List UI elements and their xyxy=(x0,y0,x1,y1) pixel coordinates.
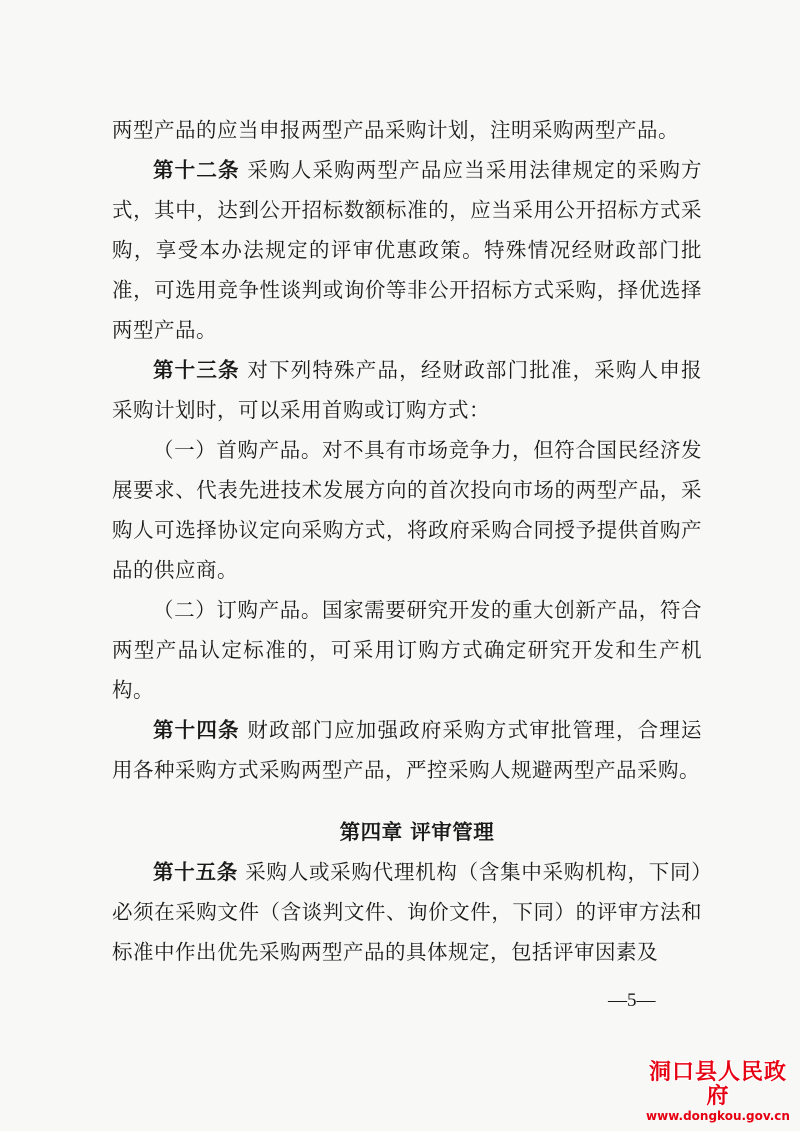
article-15 xyxy=(112,852,702,972)
paragraph-text: 两型产品的应当申报两型产品采购计划，注明采购两型产品。 xyxy=(112,118,679,142)
paragraph-text: 采购人或采购代理机构（含集中采购机构，下同）必须在采购文件（含谈判文件、询价文件，下同）的评审方法和标准中作出优先采购两型产品的具体规定，包括评审因素及 xyxy=(112,860,703,964)
clause-order-purchase xyxy=(112,590,702,710)
watermark-url: www.dongkou.gov.cn xyxy=(646,1109,790,1123)
article-heading: 第十四条 xyxy=(153,718,240,742)
paragraph-text: （一）首购产品。对不具有市场竞争力，但符合国民经济发展要求、代表先进技术发展方向的首次投向市场的两型产品，采购人可选择协议定向采购方式，将政府采购合同授予提供首购产品的供应商。 xyxy=(112,438,702,582)
paragraph xyxy=(112,110,702,150)
paragraph-text: 采购人采购两型产品应当采用法律规定的采购方式，其中，达到公开招标数额标准的，应当采用公开招标方式采购，享受本办法规定的评审优惠政策。特殊情况经财政部门批准，可选用竞争性谈判或询价等非公开招标方式采购，择优选择两型产品。 xyxy=(112,158,703,342)
paragraph-text: 对下列特殊产品，经财政部门批准，采购人申报采购计划时，可以采用首购或订购方式： xyxy=(112,358,703,422)
paragraph-text: 财政部门应加强政府采购方式审批管理，合理运用各种采购方式采购两型产品，严控采购人规避两型产品采购。 xyxy=(112,718,703,782)
article-12 xyxy=(112,150,702,350)
paragraph-text: （二）订购产品。国家需要研究开发的重大创新产品，符合两型产品认定标准的，可采用订购方式确定研究开发和生产机构。 xyxy=(112,598,702,702)
page-number: —5— xyxy=(608,990,656,1011)
article-heading: 第十五条 xyxy=(153,860,238,884)
document-body xyxy=(112,110,702,972)
section-gap xyxy=(112,790,702,812)
chapter-title: 第四章 评审管理 xyxy=(339,820,495,844)
article-13 xyxy=(112,350,702,430)
clause-first-purchase xyxy=(112,430,702,590)
article-heading: 第十三条 xyxy=(153,358,240,382)
site-watermark xyxy=(644,1061,792,1123)
watermark-title: 洞口县人民政府 xyxy=(648,1060,787,1109)
article-heading: 第十二条 xyxy=(153,158,240,182)
article-14 xyxy=(112,710,702,790)
